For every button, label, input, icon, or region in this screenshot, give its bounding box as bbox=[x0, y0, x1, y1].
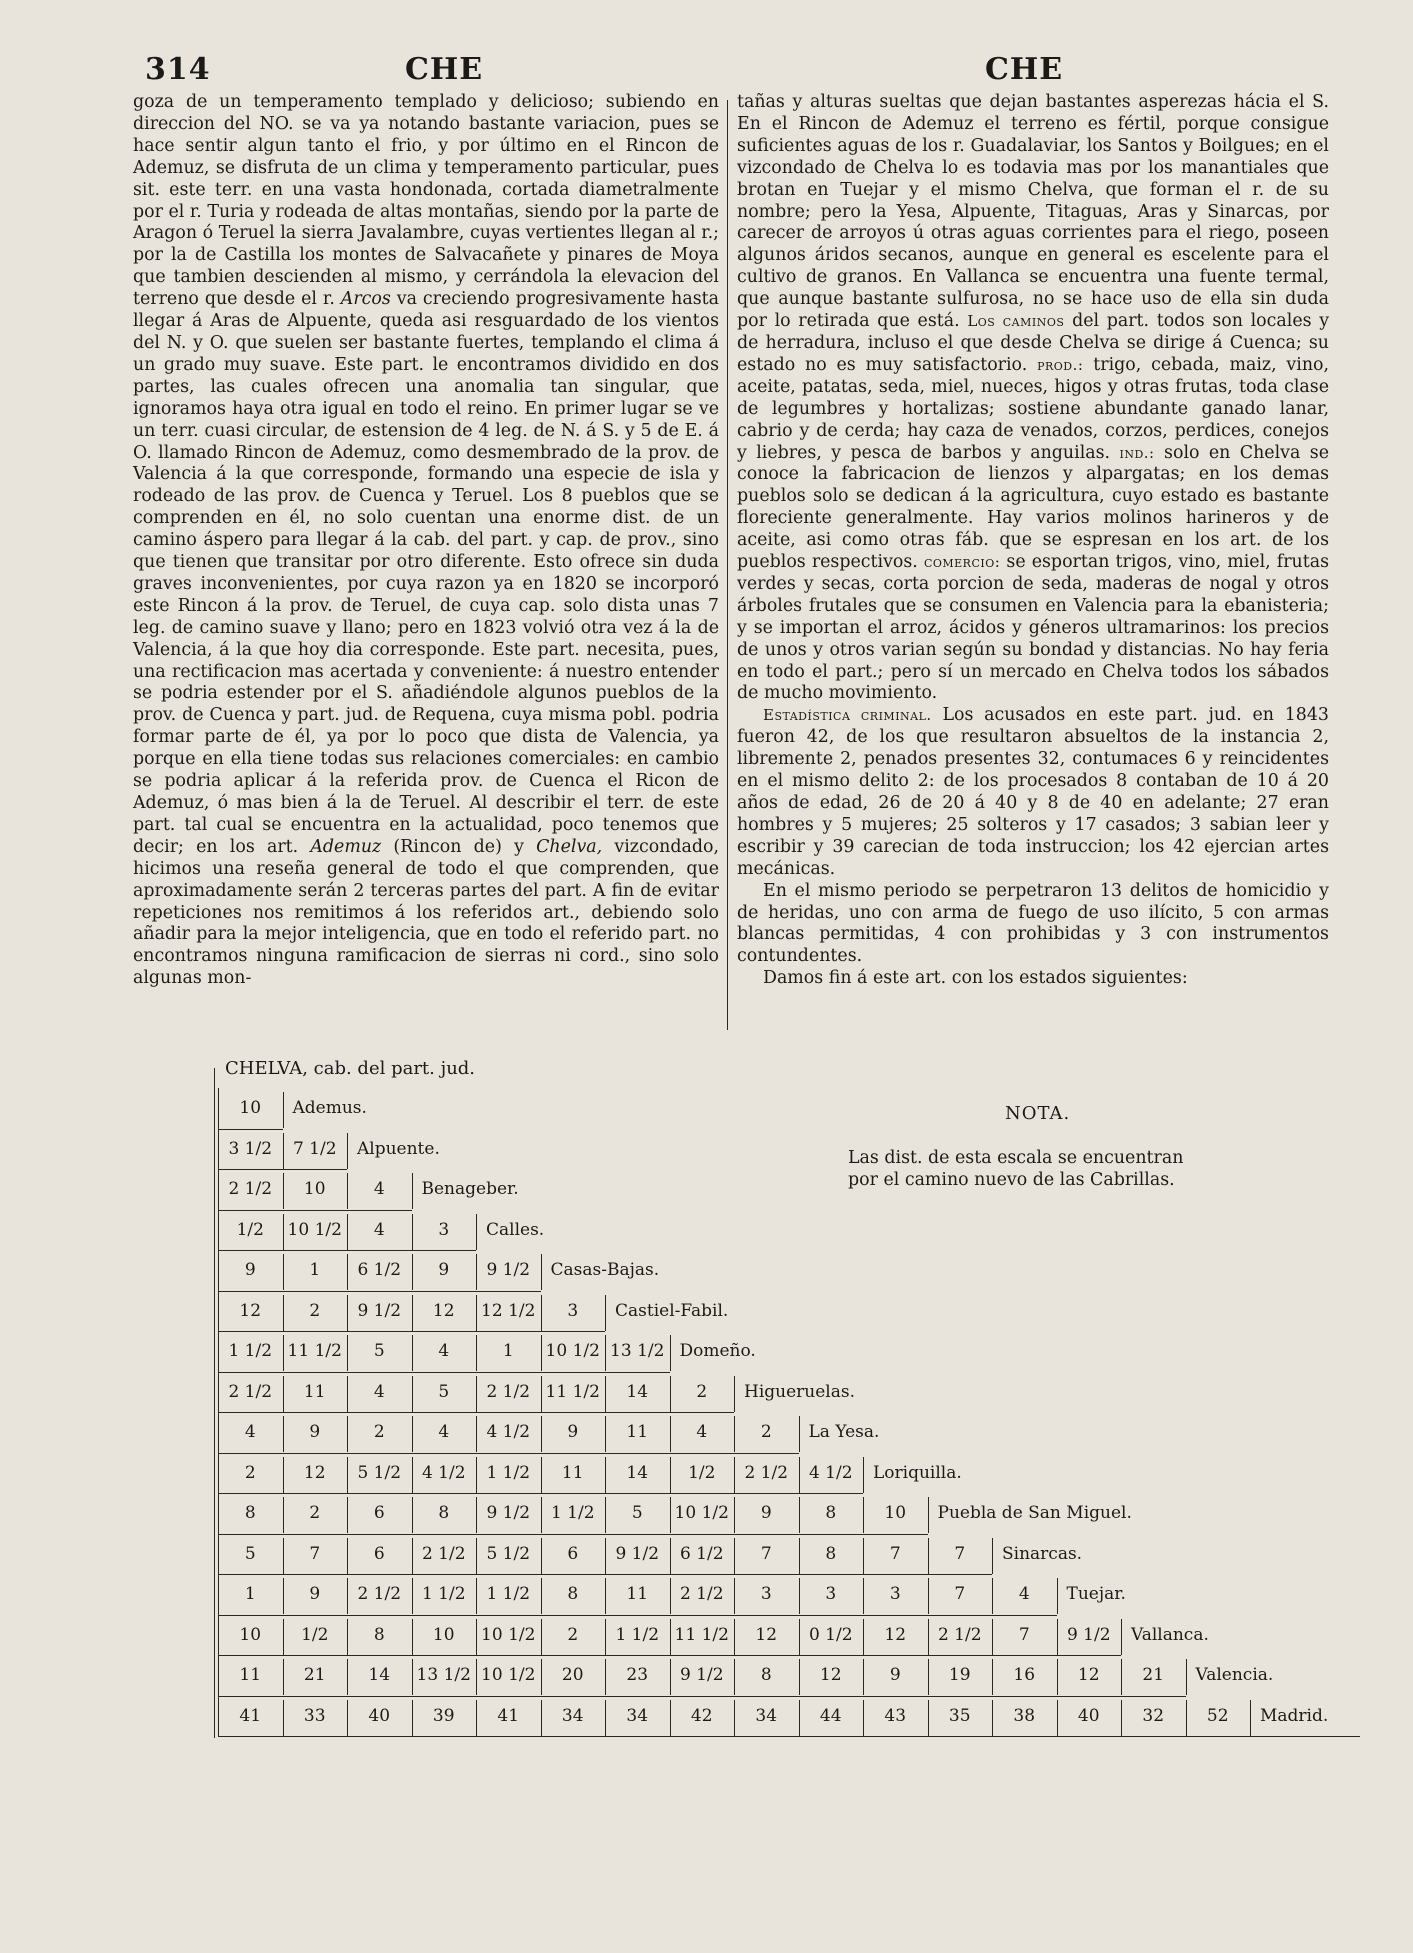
table-col-rule bbox=[605, 1295, 606, 1331]
table-col-rule bbox=[347, 1133, 348, 1169]
table-cell: 10 1/2 bbox=[287, 1219, 342, 1240]
table-cell: 8 bbox=[825, 1503, 837, 1523]
table-cell: 20 bbox=[561, 1665, 584, 1685]
table-cell: 10 1/2 bbox=[481, 1665, 536, 1685]
table-cell: 2 1/2 bbox=[679, 1584, 724, 1604]
table-row-rule bbox=[218, 1534, 928, 1535]
table-cell: 3 bbox=[438, 1219, 450, 1240]
table-cell: 2 bbox=[309, 1300, 321, 1321]
table-cell: 41 bbox=[497, 1705, 520, 1726]
table-cell: 9 bbox=[309, 1584, 321, 1604]
closing-paragraph: Damos fin á este art. con los estados siguientes: bbox=[763, 968, 1188, 989]
table-cell: 3 bbox=[889, 1584, 901, 1604]
table-col-rule bbox=[283, 1092, 284, 1128]
table-town-label: Castiel-Fabil. bbox=[615, 1300, 729, 1321]
table-cell: 2 1/2 bbox=[421, 1543, 466, 1564]
table-cell: 16 bbox=[1013, 1665, 1036, 1685]
table-town-label: Higueruelas. bbox=[744, 1381, 855, 1402]
table-col-rule bbox=[670, 1335, 671, 1371]
table-cell: 9 1/2 bbox=[486, 1503, 531, 1523]
table-cell: 12 bbox=[1077, 1665, 1100, 1685]
table-cell: 1 1/2 bbox=[550, 1503, 595, 1523]
table-cell: 9 bbox=[889, 1665, 901, 1685]
ind-label: ind.: bbox=[1119, 443, 1155, 462]
table-cell: 12 1/2 bbox=[481, 1300, 536, 1321]
table-cell: 40 bbox=[368, 1705, 391, 1726]
table-cell: 4 1/2 bbox=[808, 1462, 853, 1483]
table-cell: 38 bbox=[1013, 1705, 1036, 1726]
table-cell: 10 bbox=[432, 1624, 455, 1645]
table-cell: 3 1/2 bbox=[228, 1138, 273, 1159]
estadistica-label: Estadística criminal. bbox=[763, 706, 932, 725]
table-cell: 41 bbox=[239, 1705, 262, 1726]
table-town-label: Calles. bbox=[486, 1219, 545, 1240]
table-cell: 9 bbox=[438, 1260, 450, 1280]
table-col-rule bbox=[1057, 1578, 1058, 1614]
table-cell: 11 bbox=[239, 1665, 262, 1685]
table-cell: 2 bbox=[760, 1422, 772, 1442]
table-town-label: Benageber. bbox=[421, 1179, 519, 1199]
table-town-label: La Yesa. bbox=[808, 1422, 880, 1442]
table-cell: 23 bbox=[626, 1665, 649, 1685]
table-cell: 8 bbox=[438, 1503, 450, 1523]
table-row-rule bbox=[218, 1372, 670, 1373]
table-row-rule bbox=[218, 1493, 863, 1494]
table-cell: 2 1/2 bbox=[228, 1179, 273, 1199]
table-cell: 5 bbox=[438, 1381, 450, 1402]
table-cell: 40 bbox=[1077, 1705, 1100, 1726]
left-text-column bbox=[133, 92, 719, 990]
left-paragraph-text-b: va creciendo progresivamente hasta llegar á Aras de Alpuente, queda asi resguardado de los vientos del N. y O. que suelen ser bastante fuertes, templando el clima á un grado muy suave. Este part. le encontramos dividido en dos partes, las cuales ofrecen una anomalia tan singular, que ignoramos haya otra igual en todo el reino. En primer lugar se ve un terr. cuasi circular, de estension de 4 leg. de N. á S. y 5 de E. á O. llamado Rincon de Ademuz, como desmembrado de la prov. de Valencia á la que corresponde, formando una especie de isla y rodeado de las prov. de Cuenca y Teruel. Los 8 pueblos que se comprenden en él, no solo cuentan una enorme dist. de un camino áspero para llegar á la cab. del part. y cap. de prov., sino que tienen que transitar por otro diferente. Esto ofrece sin duda graves inconvenientes, por cuya razon ya en 1820 se incorporó este Rincon á la prov. de Teruel, de cuya cap. solo dista unas 7 leg. de camino suave y llano; pero en 1823 volvió otra vez á la de Valencia, á la que hoy dia corresponde. Este part. necesita, pues, una rectificacion mas acertada y conveniente: á nuestro entender se podria estender por el S. añadiéndole algunos pueblos de la prov. de Cuenca y part. jud. de Requena, cuya misma pobl. podria formar parte de él, ya por lo poco que dista de Valencia, ya porque en ella tiene todas sus relaciones comerciales: en cambio se podria aplicar á la referida prov. de Cuenca el Ricon de Ademuz, ó mas bien á la de Teruel. Al describir el terr. de este part. tal cual se encuentra en la actualidad, poco tenemos que decir; en los art. bbox=[133, 289, 719, 857]
table-cell: 8 bbox=[760, 1665, 772, 1685]
table-cell: 11 1/2 bbox=[287, 1341, 342, 1361]
right-paragraph-text-a: tañas y alturas sueltas que dejan bastantes asperezas hácia el S. En el Rincon de Ademuz el terreno es fértil, porque consigue suficientes aguas de los r. Guadalaviar, los Santos y Boilgues; en el vizcondado de Chelva lo es todavia mas por los manantiales que brotan en Tuejar y el mismo Chelva, que forman el r. de su nombre; pero la Yesa, Alpuente, Titaguas, Aras y Sinarcas, por carecer de arroyos ú otras aguas corrientes para el riego, poseen algunos áridos secanos, aunque en general es escelente para el cultivo de granos. En Vallanca se encuentra una fuente termal, que aunque bastante sulfurosa, no se hace uso de ella sin duda por lo retirada que está. bbox=[737, 92, 1329, 332]
table-cell: 43 bbox=[884, 1705, 907, 1726]
table-cell: 1 1/2 bbox=[228, 1341, 273, 1361]
right-paragraph-text-c: trigo, cebada, maiz, vino, aceite, patatas, seda, miel, nueces, higos y otras frutas, toda clase de legumbres y hortalizas; sostiene abundante ganado lanar, cabrio y de cerda; hay caza de venados, corzos, perdices, conejos y liebres, y pesca de barbos y anguilas. bbox=[737, 354, 1330, 463]
table-cell: 21 bbox=[1142, 1665, 1165, 1685]
table-row-rule bbox=[218, 1696, 1186, 1697]
table-cell: 9 bbox=[309, 1422, 321, 1442]
table-row-rule bbox=[218, 1615, 1057, 1616]
table-cell: 12 bbox=[755, 1624, 778, 1645]
table-cell: 8 bbox=[373, 1624, 385, 1645]
table-cell: 11 1/2 bbox=[674, 1624, 729, 1645]
statistics-paragraph: Los acusados en este part. jud. en 1843 fueron 42, de los que resultaron absueltos de la instancia 2, libremente 2, penados presentes 32, contumaces 6 y reincidentes en el mismo delito 2: de los procesados 8 contaban de 10 á 20 años de edad, 26 de 20 á 40 y 8 de 40 en adelante; 27 eran hombres y 5 mujeres; 25 solteros y 17 casados; 3 sabian leer y escribir y 39 carecian de toda instruccion; los 42 ejercian artes mecánicas. bbox=[737, 705, 1329, 879]
table-cell: 1/2 bbox=[236, 1219, 264, 1240]
article-chelva: Chelva, bbox=[536, 836, 603, 857]
table-cell: 14 bbox=[368, 1665, 391, 1685]
distance-table-header: CHELVA, cab. del part. jud. bbox=[225, 1058, 476, 1079]
table-cell: 11 bbox=[303, 1381, 326, 1402]
table-cell: 11 bbox=[626, 1422, 649, 1442]
table-col-rule bbox=[476, 1214, 477, 1250]
table-cell: 6 bbox=[373, 1543, 385, 1564]
table-cell: 2 1/2 bbox=[357, 1584, 402, 1604]
table-town-label: Valencia. bbox=[1195, 1665, 1274, 1685]
table-row-rule bbox=[218, 1453, 799, 1454]
table-cell: 35 bbox=[948, 1705, 971, 1726]
table-cell: 5 bbox=[373, 1341, 385, 1361]
table-cell: 2 1/2 bbox=[744, 1462, 789, 1483]
table-row-rule bbox=[218, 1331, 605, 1332]
table-cell: 2 1/2 bbox=[937, 1624, 982, 1645]
table-cell: 32 bbox=[1142, 1705, 1165, 1726]
table-cell: 4 bbox=[373, 1219, 385, 1240]
table-cell: 0 1/2 bbox=[808, 1624, 853, 1645]
table-cell: 7 1/2 bbox=[292, 1138, 337, 1159]
table-cell: 2 1/2 bbox=[486, 1381, 531, 1402]
table-cell: 52 bbox=[1206, 1705, 1229, 1726]
table-cell: 2 1/2 bbox=[228, 1381, 273, 1402]
table-cell: 4 bbox=[438, 1422, 450, 1442]
table-cell: 1 bbox=[502, 1341, 514, 1361]
table-cell: 1/2 bbox=[688, 1462, 716, 1483]
table-row-rule bbox=[218, 1655, 1121, 1656]
table-col-rule bbox=[1121, 1619, 1122, 1655]
left-paragraph-text-a: goza de un temperamento templado y delicioso; subiendo en direccion del NO. se va ya notando bastante variacion, pues se hace sentir algun tanto el frio, y por último en el Rincon de Ademuz, se disfruta de un clima y temperamento particular, pues sit. este terr. en una vasta hondonada, cortada diametralmente por el r. Turia y rodeada de altas montañas, siendo por la parte de Aragon ó Teruel la sierra Javalambre, cuyas vertientes llegan al r.; por la de Castilla los montes de Salvacañete y pinares de Moya que tambien descienden al mismo, y cerrándola la elevacion del terreno que desde el r. bbox=[133, 92, 719, 310]
table-cell: 12 bbox=[239, 1300, 262, 1321]
table-cell: 1 bbox=[309, 1260, 321, 1280]
river-arcos: Arcos bbox=[340, 289, 391, 310]
right-text-column bbox=[737, 92, 1329, 990]
table-cell: 10 1/2 bbox=[674, 1503, 729, 1523]
table-col-rule bbox=[734, 1376, 735, 1412]
table-cell: 10 bbox=[239, 1624, 262, 1645]
table-cell: 7 bbox=[1018, 1624, 1030, 1645]
table-cell: 11 bbox=[626, 1584, 649, 1604]
table-cell: 5 1/2 bbox=[357, 1462, 402, 1483]
table-cell: 9 1/2 bbox=[357, 1300, 402, 1321]
table-cell: 19 bbox=[948, 1665, 971, 1685]
table-cell: 5 1/2 bbox=[486, 1543, 531, 1564]
right-paragraph-text-e: se esportan trigos, vino, miel, frutas verdes y secas, corta porcion de seda, maderas de nogal y otros árboles frutales que se consumen en Valencia para la ebanisteria; y se importan el arroz, ácidos y géneros ultramarinos: los precios de unos y otros varian según su bondad y distancias. No hay feria en todo el part.; pero sí un mercado en Chelva todos los sábados de mucho movimiento. bbox=[737, 552, 1330, 704]
table-cell: 7 bbox=[954, 1584, 966, 1604]
table-cell: 14 bbox=[626, 1462, 649, 1483]
table-cell: 8 bbox=[825, 1543, 837, 1564]
right-paragraph-text-b: del part. todos son locales y de herradura, incluso el que desde Chelva se dirige á Cuenca; su estado no es muy satisfactorio. bbox=[737, 311, 1330, 375]
table-town-label: Casas-Bajas. bbox=[550, 1260, 660, 1280]
table-row-rule bbox=[218, 1169, 347, 1170]
table-row-rule bbox=[218, 1574, 992, 1575]
table-row-rule bbox=[218, 1412, 734, 1413]
table-cell: 12 bbox=[819, 1665, 842, 1685]
table-cell: 3 bbox=[567, 1300, 579, 1321]
table-cell: 2 bbox=[309, 1503, 321, 1523]
table-cell: 4 bbox=[1018, 1584, 1030, 1604]
table-cell: 2 bbox=[567, 1624, 579, 1645]
table-cell: 4 bbox=[696, 1422, 708, 1442]
table-cell: 7 bbox=[954, 1543, 966, 1564]
table-col-rule bbox=[1250, 1700, 1251, 1736]
table-cell: 9 1/2 bbox=[679, 1665, 724, 1685]
prod-label: prod.: bbox=[1037, 355, 1084, 374]
table-cell: 1 1/2 bbox=[615, 1624, 660, 1645]
article-ademuz: Ademuz bbox=[310, 836, 382, 857]
table-row-rule bbox=[218, 1129, 283, 1130]
table-left-rule bbox=[214, 1068, 215, 1738]
table-cell: 5 bbox=[631, 1503, 643, 1523]
crimes-paragraph: En el mismo periodo se perpetraron 13 delitos de homicidio y de heridas, uno con arma de fuego de uso ilícito, 5 con armas blancas permitidas, 4 con prohibidas y 3 con instrumentos contundentes. bbox=[737, 880, 1329, 967]
table-cell: 10 bbox=[239, 1098, 262, 1118]
table-cell: 2 bbox=[373, 1422, 385, 1442]
table-cell: 6 bbox=[567, 1543, 579, 1564]
table-col-rule bbox=[863, 1457, 864, 1493]
table-cell: 4 bbox=[373, 1179, 385, 1199]
table-cell: 39 bbox=[432, 1705, 455, 1726]
table-cell: 3 bbox=[760, 1584, 772, 1604]
nota-title: NOTA. bbox=[1005, 1103, 1071, 1124]
table-cell: 42 bbox=[690, 1705, 713, 1726]
table-cell: 8 bbox=[244, 1503, 256, 1523]
table-cell: 3 bbox=[825, 1584, 837, 1604]
table-cell: 7 bbox=[309, 1543, 321, 1564]
table-cell: 11 bbox=[561, 1462, 584, 1483]
table-cell: 1 1/2 bbox=[486, 1462, 531, 1483]
table-cell: 21 bbox=[303, 1665, 326, 1685]
table-cell: 4 1/2 bbox=[421, 1462, 466, 1483]
table-cell: 33 bbox=[303, 1705, 326, 1726]
table-town-label: Tuejar. bbox=[1066, 1584, 1126, 1604]
table-cell: 6 1/2 bbox=[357, 1260, 402, 1280]
table-cell: 10 bbox=[884, 1503, 907, 1523]
table-cell: 7 bbox=[760, 1543, 772, 1564]
table-cell: 10 1/2 bbox=[481, 1624, 536, 1645]
table-cell: 11 1/2 bbox=[545, 1381, 600, 1402]
table-cell: 34 bbox=[755, 1705, 778, 1726]
right-paragraph-text-d: solo en Chelva se conoce la fabricacion de lienzos y alpargatas; en los demas pueblos solo se dedican á la agricultura, cuyo estado es bastante floreciente generalmente. Hay varios molinos harineros y de aceite, asi como otras fáb. que se espresan en los art. de los pueblos respectivos. bbox=[737, 442, 1329, 573]
table-cell: 12 bbox=[432, 1300, 455, 1321]
column-divider bbox=[727, 100, 728, 1030]
table-cell: 1 1/2 bbox=[421, 1584, 466, 1604]
caminos-label: Los caminos bbox=[967, 312, 1065, 331]
table-cell: 6 1/2 bbox=[679, 1543, 724, 1564]
table-cell: 9 1/2 bbox=[615, 1543, 660, 1564]
right-running-head: CHE bbox=[985, 52, 1064, 87]
table-cell: 4 bbox=[373, 1381, 385, 1402]
table-town-label: Puebla de San Miguel. bbox=[937, 1503, 1132, 1523]
table-col-rule bbox=[928, 1497, 929, 1533]
table-row-rule bbox=[218, 1736, 1360, 1737]
left-paragraph-text-c: (Rincon de) y bbox=[393, 836, 524, 857]
table-cell: 12 bbox=[884, 1624, 907, 1645]
table-cell: 2 bbox=[244, 1462, 256, 1483]
table-cell: 7 bbox=[889, 1543, 901, 1564]
table-cell: 6 bbox=[373, 1503, 385, 1523]
table-col-rule bbox=[992, 1538, 993, 1574]
table-cell: 9 1/2 bbox=[486, 1260, 531, 1280]
table-cell: 9 bbox=[244, 1260, 256, 1280]
table-cell: 1 1/2 bbox=[486, 1584, 531, 1604]
page-number: 314 bbox=[145, 52, 211, 87]
table-cell: 9 bbox=[567, 1422, 579, 1442]
table-cell: 34 bbox=[626, 1705, 649, 1726]
table-town-label: Domeño. bbox=[679, 1341, 756, 1361]
table-row-rule bbox=[218, 1210, 412, 1211]
table-cell: 13 1/2 bbox=[416, 1665, 471, 1685]
table-cell: 4 bbox=[244, 1422, 256, 1442]
table-row-rule bbox=[218, 1250, 476, 1251]
table-cell: 34 bbox=[561, 1705, 584, 1726]
table-cell: 4 1/2 bbox=[486, 1422, 531, 1442]
table-cell: 9 1/2 bbox=[1066, 1624, 1111, 1645]
table-cell: 44 bbox=[819, 1705, 842, 1726]
table-town-label: Sinarcas. bbox=[1002, 1543, 1083, 1564]
table-town-label: Madrid. bbox=[1260, 1705, 1329, 1726]
left-paragraph-text-d: vizcondado, hicimos una reseña general de todo el que comprenden, que aproximadamente serán 2 terceras partes del part. A fin de evitar repeticiones nos remitimos á los referidos art., debiendo solo añadir para la mejor inteligencia, que en todo el referido part. no encontramos ninguna ramificacion de sierras ni cord., sino solo algunas mon- bbox=[133, 836, 719, 989]
table-town-label: Ademus. bbox=[292, 1098, 367, 1118]
table-col-rule bbox=[799, 1416, 800, 1452]
left-running-head: CHE bbox=[405, 52, 484, 87]
table-cell: 1 bbox=[244, 1584, 256, 1604]
table-cell: 12 bbox=[303, 1462, 326, 1483]
table-cell: 13 1/2 bbox=[610, 1341, 665, 1361]
table-col-rule bbox=[1186, 1659, 1187, 1695]
nota-text: Las dist. de esta escala se encuentran por el camino nuevo de las Cabrillas. bbox=[848, 1148, 1184, 1190]
table-cell: 8 bbox=[567, 1584, 579, 1604]
table-cell: 4 bbox=[438, 1341, 450, 1361]
comercio-label: comercio: bbox=[923, 553, 1001, 572]
table-town-label: Alpuente. bbox=[357, 1138, 440, 1159]
table-cell: 10 bbox=[303, 1179, 326, 1199]
table-row-rule bbox=[218, 1291, 541, 1292]
table-col-rule bbox=[541, 1254, 542, 1290]
table-cell: 10 1/2 bbox=[545, 1341, 600, 1361]
table-town-label: Vallanca. bbox=[1131, 1624, 1209, 1645]
table-town-label: Loriquilla. bbox=[873, 1462, 962, 1483]
table-col-rule bbox=[412, 1173, 413, 1209]
table-cell: 5 bbox=[244, 1543, 256, 1564]
table-cell: 1/2 bbox=[301, 1624, 329, 1645]
table-cell: 14 bbox=[626, 1381, 649, 1402]
table-cell: 9 bbox=[760, 1503, 772, 1523]
table-cell: 2 bbox=[696, 1381, 708, 1402]
